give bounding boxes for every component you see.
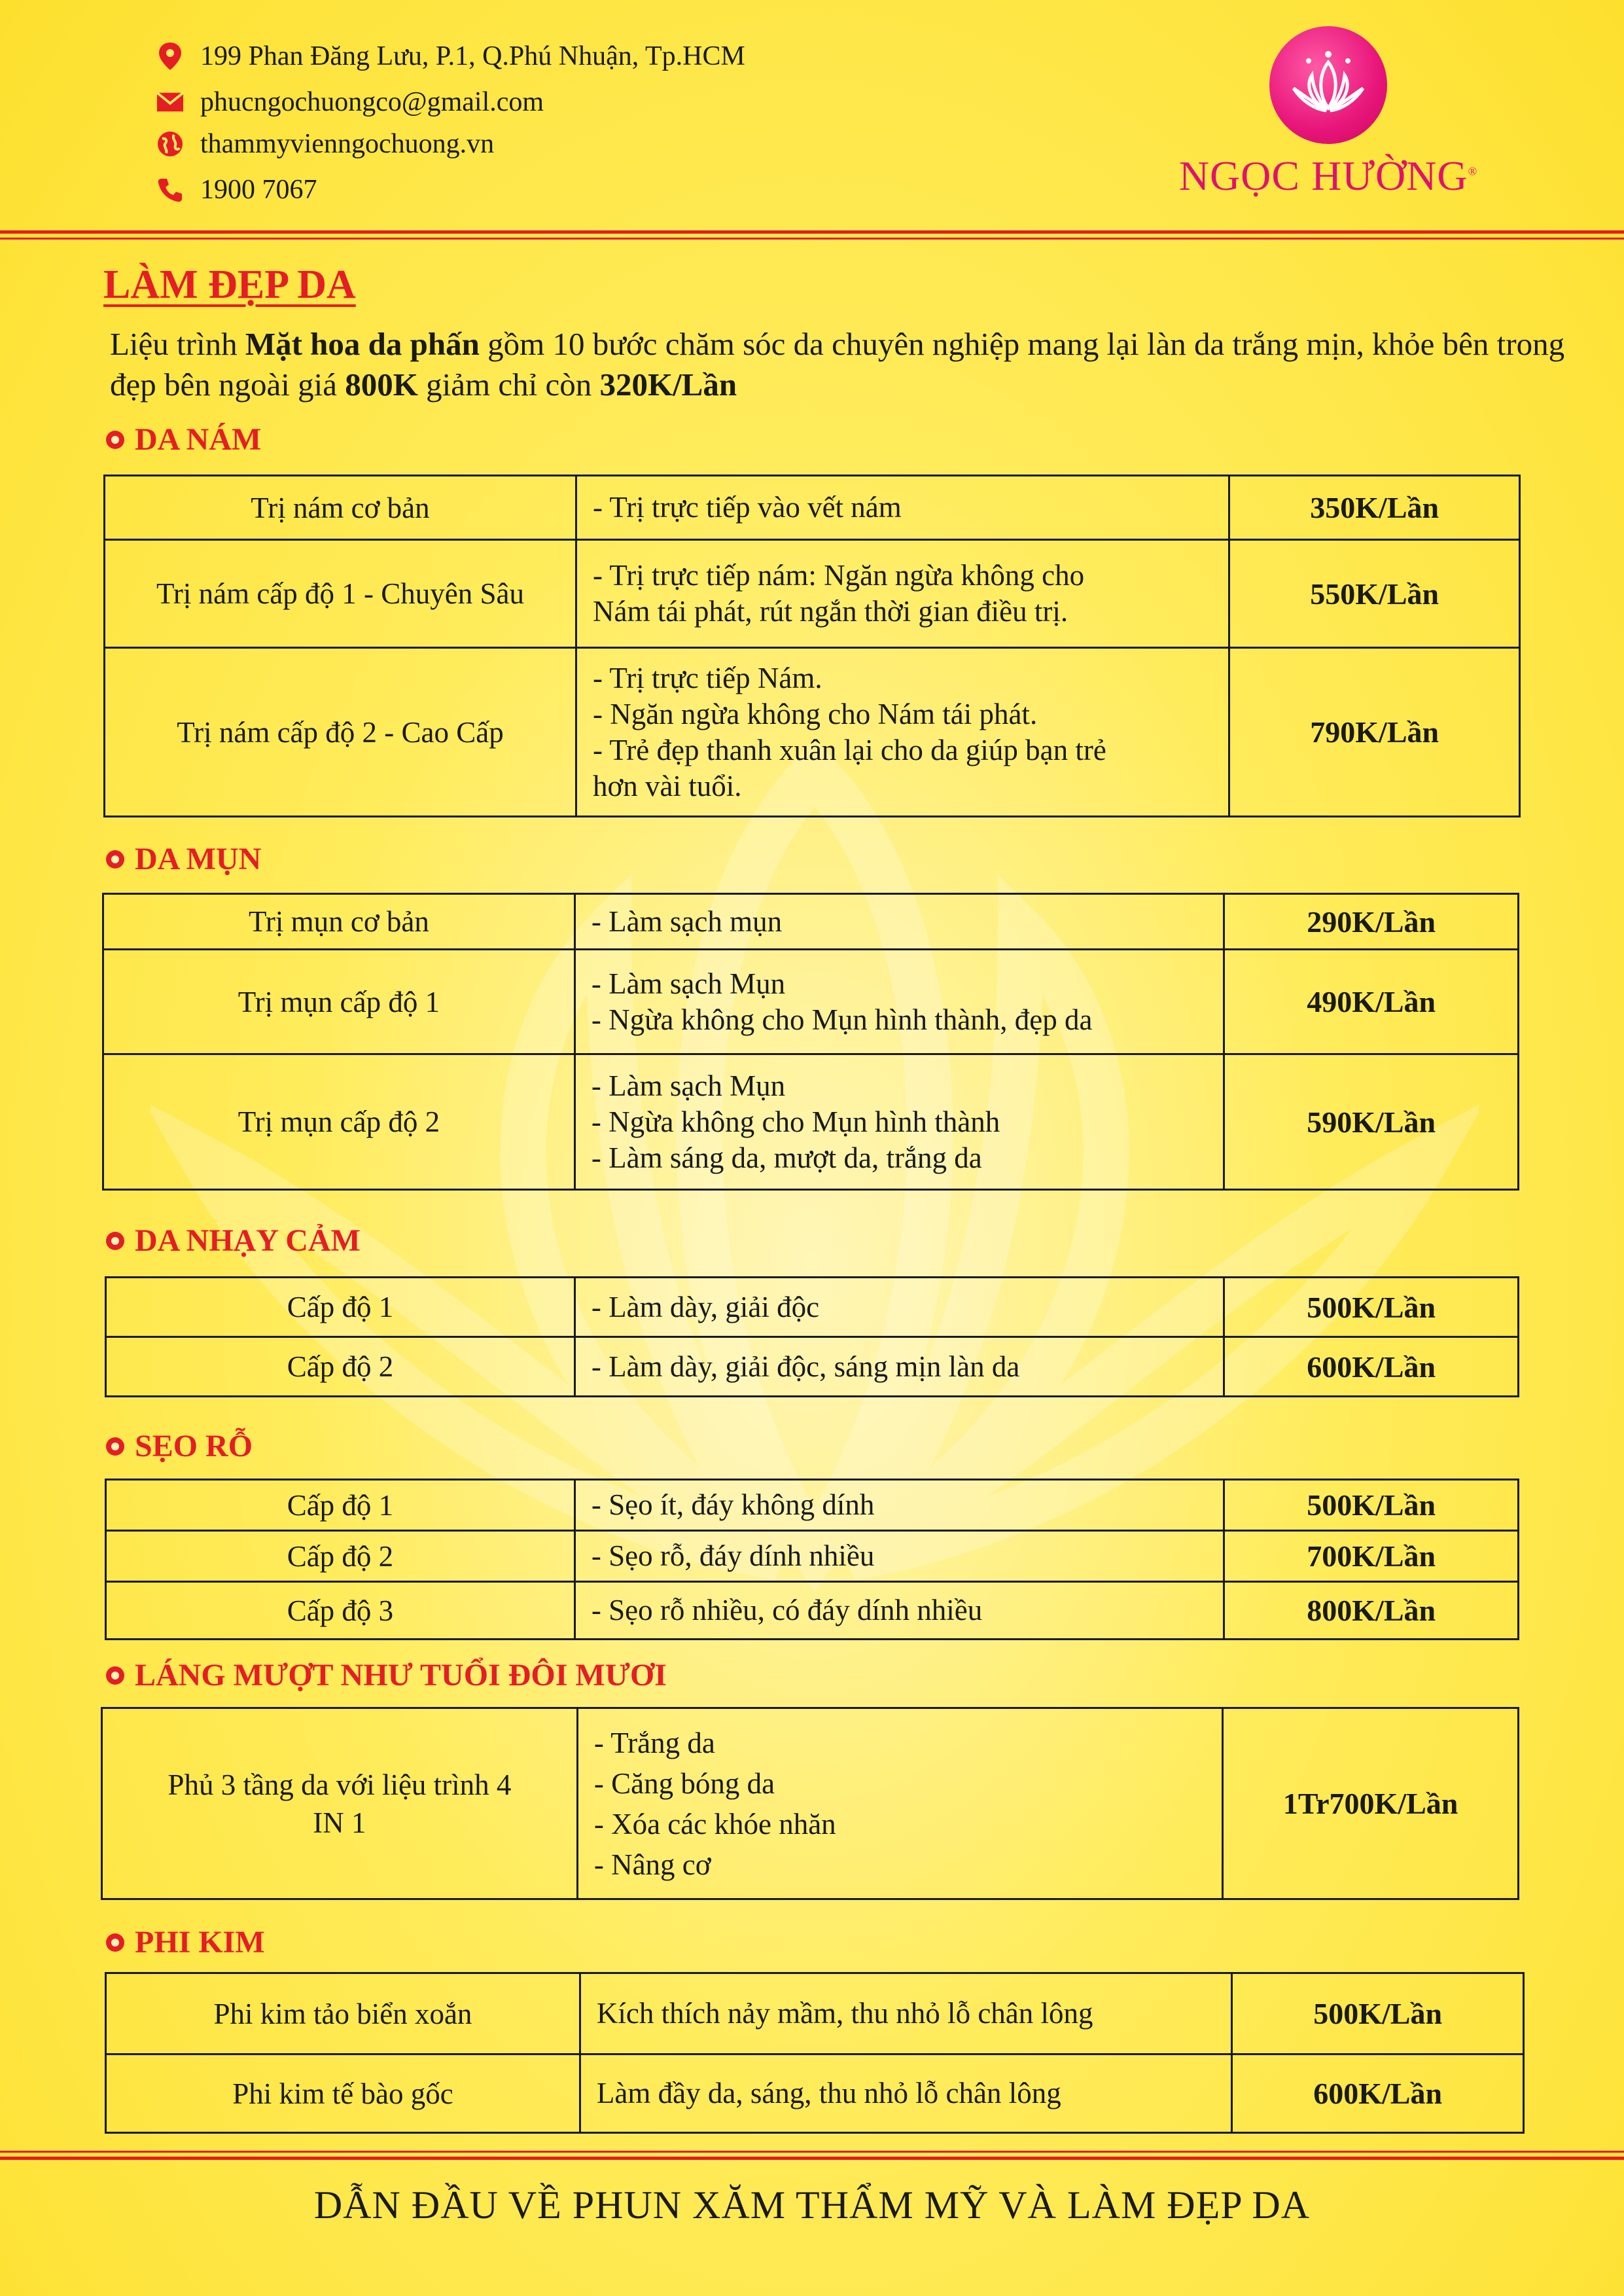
table-row: [103, 950, 1519, 1054]
phone-icon: [157, 177, 183, 203]
service-price: 550K/Lần: [1229, 540, 1520, 648]
service-desc: - Làm dày, giải độc: [574, 1278, 1224, 1337]
service-price: 500K/Lần: [1232, 1973, 1524, 2054]
price-table-phi-kim: [105, 1972, 1525, 2134]
table-row: [103, 1054, 1519, 1190]
table-row: [103, 894, 1519, 950]
service-name: Trị mụn cấp độ 1: [103, 950, 575, 1054]
service-name: Trị nám cấp độ 1 - Chuyên Sâu: [105, 540, 576, 648]
service-name: Cấp độ 1: [106, 1480, 575, 1531]
service-name: Trị mụn cấp độ 2: [103, 1054, 575, 1190]
footer-divider: [0, 2151, 1624, 2160]
bullet-icon: [106, 1666, 124, 1685]
footer-slogan: DẪN ĐẦU VỀ PHUN XĂM THẨM MỸ VÀ LÀM ĐẸP DA: [313, 2183, 1311, 2227]
price-table-seo-ro: [105, 1479, 1519, 1640]
contact-address: [157, 41, 745, 72]
table-row: [106, 1480, 1519, 1531]
service-name: Trị nám cơ bản: [105, 476, 576, 540]
service-desc: - Sẹo rỗ nhiều, có đáy dính nhiều: [574, 1582, 1224, 1640]
intro-paragraph: Liệu trình Mặt hoa da phấn gồm 10 bước chăm sóc da chuyên nghiệp mang lại làn da trắng mịn, khỏe bên trong đẹp bên ngoài giá 800K giảm chỉ còn 320K/Lần: [110, 326, 1565, 403]
service-name: Phi kim tế bào gốc: [106, 2054, 580, 2133]
address-text: 199 Phan Đăng Lưu, P.1, Q.Phú Nhuận, Tp.HCM: [200, 41, 745, 71]
service-desc: - Trị trực tiếp nám: Ngăn ngừa không cho Nám tái phát, rút ngắn thời gian điều trị.: [576, 540, 1229, 648]
header-divider: [0, 230, 1624, 240]
section-title-da-nam: DA NÁM: [106, 422, 261, 457]
service-name: Cấp độ 3: [106, 1582, 575, 1640]
service-price: 590K/Lần: [1224, 1054, 1519, 1190]
table-row: [106, 1278, 1519, 1337]
service-price: 600K/Lần: [1224, 1337, 1519, 1397]
service-price: 490K/Lần: [1224, 950, 1519, 1054]
section-title-phi-kim: PHI KIM: [106, 1924, 265, 1960]
service-price: 700K/Lần: [1224, 1531, 1519, 1582]
service-desc: - Làm sạch Mụn - Ngừa không cho Mụn hình thành - Làm sáng da, mượt da, trắng da: [574, 1054, 1224, 1190]
table-row: [106, 1531, 1519, 1582]
contact-email[interactable]: [157, 86, 544, 118]
table-row: [106, 1973, 1524, 2054]
bullet-icon: [106, 1437, 124, 1456]
table-row: [105, 476, 1520, 540]
contact-website[interactable]: [157, 128, 494, 160]
price-table-da-nam: [103, 475, 1521, 817]
envelope-icon: [157, 89, 183, 115]
service-desc: - Trị trực tiếp Nám. - Ngăn ngừa không cho Nám tái phát. - Trẻ đẹp thanh xuân lại cho da giúp bạn trẻ hơn vài tuổi.: [576, 648, 1229, 817]
table-row: [105, 540, 1520, 648]
service-desc: - Trắng da - Căng bóng da - Xóa các khóe nhăn - Nâng cơ: [577, 1708, 1222, 1899]
phone-text[interactable]: 1900 7067: [200, 175, 317, 205]
service-desc: - Làm sạch Mụn - Ngừa không cho Mụn hình thành, đẹp da: [574, 950, 1224, 1054]
service-desc: Kích thích nảy mầm, thu nhỏ lỗ chân lông: [580, 1973, 1231, 2054]
section-title-da-nhay-cam: DA NHẠY CẢM: [106, 1223, 361, 1259]
lotus-logo-icon: [1269, 26, 1387, 144]
bullet-icon: [106, 850, 124, 869]
service-price: 800K/Lần: [1224, 1582, 1519, 1640]
bullet-icon: [106, 1933, 124, 1952]
section-title-seo-ro: SẸO RỖ: [106, 1428, 253, 1464]
brand-name: NGỌC HƯỜNG®: [1178, 152, 1478, 199]
service-name: Cấp độ 1: [106, 1278, 575, 1337]
bullet-icon: [106, 1232, 124, 1250]
section-title-da-mun: DA MỤN: [106, 841, 261, 877]
website-link[interactable]: thammyvienngochuong.vn: [200, 129, 495, 159]
price-table-da-mun: [102, 893, 1519, 1191]
table-row: [105, 648, 1520, 817]
service-price: 790K/Lần: [1229, 648, 1520, 817]
price-table-lang-muot: [101, 1707, 1519, 1900]
service-desc: - Làm sạch mụn: [574, 894, 1224, 950]
service-name: Trị mụn cơ bản: [103, 894, 575, 950]
service-price: 1Tr700K/Lần: [1223, 1708, 1519, 1899]
service-price: 350K/Lần: [1229, 476, 1520, 540]
section-title-lang-muot: LÁNG MƯỢT NHƯ TUỔI ĐÔI MƯƠI: [106, 1657, 667, 1693]
service-desc: - Trị trực tiếp vào vết nám: [576, 476, 1229, 540]
service-desc: Làm đầy da, sáng, thu nhỏ lỗ chân lông: [580, 2054, 1231, 2133]
table-row: [106, 1337, 1519, 1397]
service-price: 600K/Lần: [1232, 2054, 1524, 2133]
contact-phone[interactable]: [157, 174, 317, 206]
brand-logo: [1165, 26, 1492, 200]
email-link[interactable]: phucngochuongco@gmail.com: [200, 87, 544, 117]
table-row: [106, 1582, 1519, 1640]
service-desc: - Làm dày, giải độc, sáng mịn làn da: [574, 1337, 1224, 1397]
globe-icon: [157, 131, 183, 157]
service-name: Trị nám cấp độ 2 - Cao Cấp: [105, 648, 576, 817]
table-row: [106, 2054, 1524, 2133]
service-desc: - Sẹo rỗ, đáy dính nhiều: [574, 1531, 1224, 1582]
service-desc: - Sẹo ít, đáy không dính: [574, 1480, 1224, 1531]
price-table-da-nhay-cam: [105, 1276, 1519, 1397]
location-pin-icon: [157, 43, 183, 69]
service-name: Cấp độ 2: [106, 1531, 575, 1582]
page-title: LÀM ĐẸP DA: [103, 262, 356, 307]
service-price: 500K/Lần: [1224, 1278, 1519, 1337]
service-name: Phủ 3 tầng da với liệu trình 4 IN 1: [102, 1708, 578, 1899]
service-price: 500K/Lần: [1224, 1480, 1519, 1531]
table-row: [102, 1708, 1519, 1899]
bullet-icon: [106, 431, 124, 449]
service-name: Cấp độ 2: [106, 1337, 575, 1397]
service-price: 290K/Lần: [1224, 894, 1519, 950]
service-name: Phi kim tảo biển xoắn: [106, 1973, 580, 2054]
